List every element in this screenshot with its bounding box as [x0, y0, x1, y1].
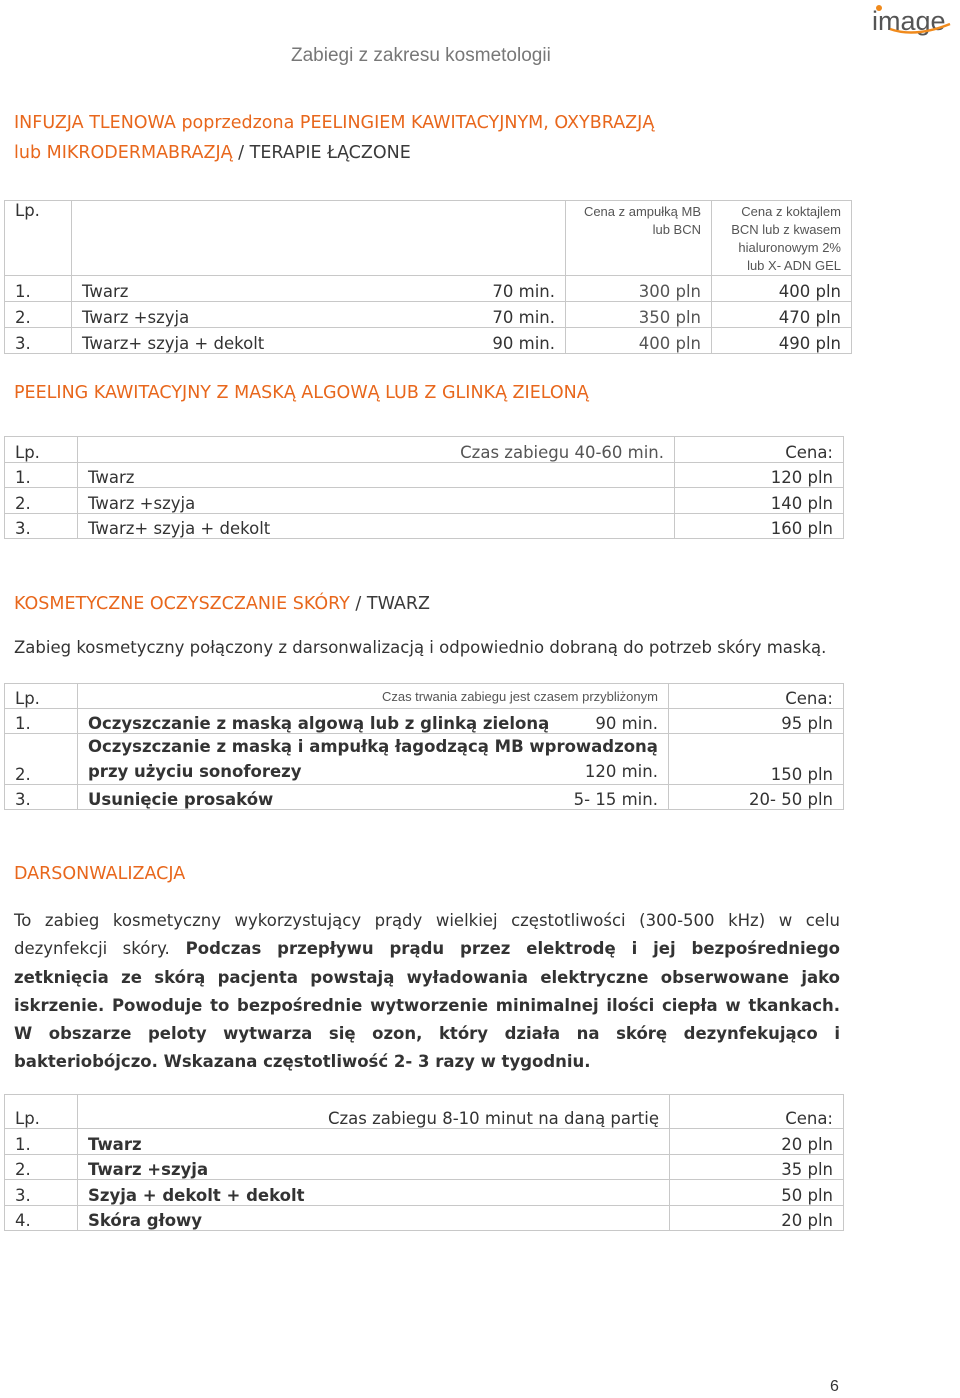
- section3-description: Zabieg kosmetyczny połączony z darsonwalizacją i odpowiednio dobraną do potrzeb skóry maską.: [14, 638, 827, 657]
- table-row: 2. Twarz +szyja 35 pln: [5, 1154, 844, 1180]
- table-row: 4. Skóra głowy 20 pln: [5, 1205, 844, 1231]
- table-row: 3. Szyja + dekolt + dekolt 50 pln: [5, 1180, 844, 1206]
- table-row: 3. Twarz+ szyja + dekolt 160 pln: [5, 513, 844, 539]
- section2-title: PEELING KAWITACYJNY Z MASKĄ ALGOWĄ LUB Z GLINKĄ ZIELONĄ: [14, 383, 589, 403]
- header-price-cocktail: Cena z koktajlem BCN lub z kwasem hialuronowym 2% lub X- ADN GEL: [712, 201, 852, 276]
- section1-table: [4, 200, 852, 354]
- table-row: 2. Twarz +szyja 140 pln: [5, 488, 844, 514]
- section4-title: DARSONWALIZACJA: [14, 864, 186, 884]
- page-header-title: Zabiegi z zakresu kosmetologii: [291, 45, 551, 66]
- table-row: 1. Twarz 70 min. 300 pln 400 pln: [5, 276, 852, 302]
- section1-title: [14, 108, 654, 168]
- section4-description: To zabieg kosmetyczny wykorzystujący prądy wielkiej częstotliwości (300-500 kHz) w celu dezynfekcji skóry. Podczas przepływu prądu przez elektrodę i jej bezpośredniego zetknięcia ze skórą pacjenta powstają wyładowania elektryczne obserwowane jako iskrzenie. Powoduje to bezpośrednie wytworzenie minimalnej ilości ciepła w tkankach. W obszarze peloty wytwarza się ozon, który działa na skórę dezynfekująco i bakteriobójczo. Wskazana częstotliwość 2- 3 razy w tygodniu.: [14, 911, 840, 1072]
- page-number: 6: [830, 1378, 839, 1395]
- section1-title-line2-rest: / TERAPIE ŁĄCZONE: [232, 143, 411, 163]
- table-row: 1. Twarz 120 pln: [5, 462, 844, 488]
- header-price-mb: Cena z ampułką MB lub BCN: [566, 201, 712, 276]
- section3-title: KOSMETYCZNE OCZYSZCZANIE SKÓRY / TWARZ: [14, 594, 431, 614]
- section1-title-line2-main: lub MIKRODERMABRAZJĄ: [14, 143, 233, 163]
- table-row: 1. Oczyszczanie z maską algową lub z glinką zieloną 90 min. 95 pln: [5, 709, 844, 734]
- svg-text:image: image: [872, 6, 946, 36]
- table-row: 2. Oczyszczanie z maską i ampułką łagodzącą MB wprowadzoną przy użyciu sonoforezy 120 min. 150 pln: [5, 734, 844, 785]
- image-logo: [870, 4, 954, 38]
- table-row: 2. Twarz +szyja 70 min. 350 pln 470 pln: [5, 302, 852, 328]
- table-row: 3. Usunięcie prosaków 5- 15 min. 20- 50 pln: [5, 785, 844, 810]
- section3-table: [4, 683, 844, 810]
- section2-table: [4, 436, 844, 539]
- table-header-row: Lp. Czas zabiegu 8-10 minut na daną partię Cena:: [5, 1095, 844, 1129]
- table-row: 3. Twarz+ szyja + dekolt 90 min. 400 pln 490 pln: [5, 328, 852, 354]
- table-header-row: Lp. Czas trwania zabiegu jest czasem przybliżonym Cena:: [5, 684, 844, 709]
- table-row: 1. Twarz 20 pln: [5, 1129, 844, 1155]
- section4-table: [4, 1094, 844, 1231]
- section1-title-line1: INFUZJA TLENOWA poprzedzona PEELINGIEM KAWITACYJNYM, OXYBRAZJĄ: [14, 113, 655, 133]
- header-lp: Lp.: [5, 201, 72, 276]
- table-header-row: [5, 201, 852, 276]
- table-header-row: Lp. Czas zabiegu 40-60 min. Cena:: [5, 437, 844, 463]
